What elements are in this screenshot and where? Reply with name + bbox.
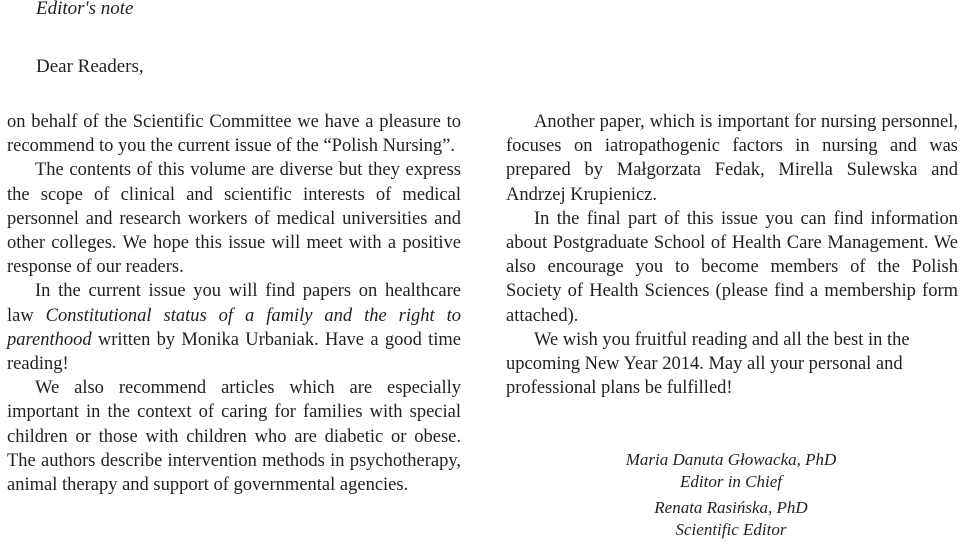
paragraph-another-paper: Another paper, which is important for nursing personnel, focuses on iatropathogenic factors in nursing and was prepared by Małgorzata Fedak, Mirella Sulewska and Andrzej Krupienicz. xyxy=(506,112,958,205)
left-column xyxy=(7,110,461,497)
right-column xyxy=(506,110,958,400)
paragraph-text: In the current issue you will find papers on healthcare law xyxy=(7,281,461,326)
greeting: Dear Readers, xyxy=(36,56,144,77)
signature-name: Renata Rasińska, PhD xyxy=(654,498,808,517)
signature-role: Scientific Editor xyxy=(675,520,787,539)
paragraph-recommend: We also recommend articles which are especially important in the context of caring for families with special children or those with children who are diabetic or obese. The authors describe intervention methods in psychotherapy, animal therapy and support of governmental agencies. xyxy=(7,378,461,496)
paragraph-text: written by Monika Urbaniak. Have a good time reading! xyxy=(7,329,461,375)
paragraph-intro: on behalf of the Scientific Committee we have a pleasure to recommend to you the current issue of the “Polish Nursing”. xyxy=(7,112,461,157)
paragraph-final-part: In the final part of this issue you can find information about Postgraduate School of Health Care Management. We also encourage you to become members of the Polish Society of Health Sciences (please find a membership form attached). xyxy=(506,208,958,326)
paragraph-wishes: We wish you fruitful reading and all the best in the upcoming New Year 2014. May all your personal and professional plans be fulfilled! xyxy=(506,329,910,399)
signature-scientific-editor xyxy=(560,497,902,541)
signature-role: Editor in Chief xyxy=(680,472,782,491)
paragraph-current-issue xyxy=(7,279,461,376)
article-title: Constitutional status of a family and the right to parenthood xyxy=(7,305,461,350)
page-title: Editor's note xyxy=(36,0,134,19)
signature-editor-in-chief xyxy=(560,449,902,493)
signature-name: Maria Danuta Głowacka, PhD xyxy=(625,450,837,469)
paragraph-contents: The contents of this volume are diverse but they express the scope of clinical and scientific interests of medical personnel and research workers of medical universities and other colleges. We hope this issue will meet with a positive response of our readers. xyxy=(7,160,461,278)
